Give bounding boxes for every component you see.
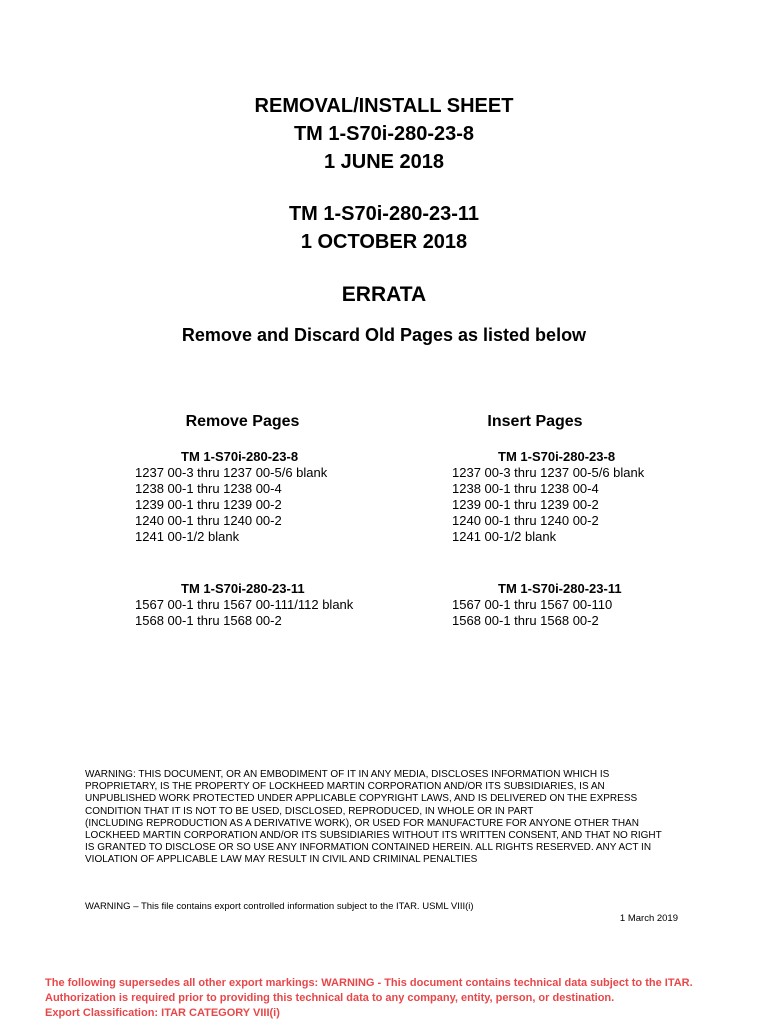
tm-number-secondary: TM 1-S70i-280-23-11 bbox=[288, 203, 480, 225]
export-notice-line-2: Authorization is required prior to providing this technical data to any company, entity, person, or destination. bbox=[45, 992, 615, 1004]
instruction-heading: Remove and Discard Old Pages as listed below bbox=[181, 325, 587, 345]
warning-line: UNPUBLISHED WORK PROTECTED UNDER APPLICABLE COPYRIGHT LAWS, AND IS DELIVERED ON THE EXPRESS bbox=[85, 793, 638, 805]
insert-group-2-title: TM 1-S70i-280-23-11 bbox=[498, 581, 622, 596]
remove-group-2-title: TM 1-S70i-280-23-11 bbox=[181, 581, 305, 596]
itar-warning: WARNING – This file contains export controlled information subject to the ITAR. USML VIII(i) bbox=[85, 901, 474, 912]
warning-line: PROPRIETARY, IS THE PROPERTY OF LOCKHEED MARTIN CORPORATION AND/OR ITS SUBSIDIARIES, IS AN bbox=[85, 781, 605, 793]
list-item: 1237 00-3 thru 1237 00-5/6 blank bbox=[135, 465, 328, 480]
list-item: 1567 00-1 thru 1567 00-111/112 blank bbox=[135, 597, 354, 612]
list-item: 1239 00-1 thru 1239 00-2 bbox=[452, 497, 599, 512]
warning-line: WARNING: THIS DOCUMENT, OR AN EMBODIMENT OF IT IN ANY MEDIA, DISCLOSES INFORMATION WHICH IS bbox=[85, 769, 610, 780]
sheet-title: REMOVAL/INSTALL SHEET bbox=[254, 95, 514, 117]
list-item: 1567 00-1 thru 1567 00-110 bbox=[452, 597, 613, 612]
document-date: 1 March 2019 bbox=[619, 913, 678, 924]
insert-group-1-title: TM 1-S70i-280-23-8 bbox=[498, 449, 616, 464]
tm-date-primary: 1 JUNE 2018 bbox=[323, 151, 445, 173]
list-item: 1237 00-3 thru 1237 00-5/6 blank bbox=[452, 465, 645, 480]
export-notice-line-3: Export Classification: ITAR CATEGORY VIII(i) bbox=[45, 1007, 280, 1019]
insert-pages-header: Insert Pages bbox=[487, 413, 583, 430]
remove-group-1-title: TM 1-S70i-280-23-8 bbox=[181, 449, 299, 464]
remove-group-2 bbox=[135, 581, 353, 629]
list-item: 1238 00-1 thru 1238 00-4 bbox=[135, 481, 282, 496]
title-block bbox=[0, 92, 768, 256]
insert-group-2 bbox=[452, 581, 622, 629]
warning-line: IS GRANTED TO DISCLOSE OR SO USE ANY INFORMATION CONTAINED HEREIN. ALL RIGHTS RESERVED. ANY ACT IN bbox=[85, 842, 652, 854]
list-item: 1240 00-1 thru 1240 00-2 bbox=[452, 513, 599, 528]
export-notice-line-1: The following supersedes all other export markings: WARNING - This document contains technical data subject to the ITAR. bbox=[45, 977, 693, 989]
warning-line: LOCKHEED MARTIN CORPORATION AND/OR ITS SUBSIDIARIES WITHOUT ITS WRITTEN CONSENT, AND THAT NO RIGHT bbox=[85, 830, 662, 842]
list-item: 1568 00-1 thru 1568 00-2 bbox=[452, 613, 599, 628]
warning-line: VIOLATION OF APPLICABLE LAW MAY RESULT IN CIVIL AND CRIMINAL PENALTIES bbox=[85, 854, 478, 866]
export-notice bbox=[45, 976, 693, 1021]
tm-date-secondary: 1 OCTOBER 2018 bbox=[300, 231, 468, 253]
list-item: 1238 00-1 thru 1238 00-4 bbox=[452, 481, 599, 496]
insert-group-1 bbox=[452, 449, 644, 545]
proprietary-warning bbox=[85, 769, 705, 867]
tm-number-primary: TM 1-S70i-280-23-8 bbox=[293, 123, 475, 145]
list-item: 1240 00-1 thru 1240 00-2 bbox=[135, 513, 282, 528]
list-item: 1568 00-1 thru 1568 00-2 bbox=[135, 613, 282, 628]
warning-line: (INCLUDING REPRODUCTION AS A DERIVATIVE WORK), OR USED FOR MANUFACTURE FOR ANYONE OTHER THAN bbox=[85, 817, 639, 829]
errata-heading: ERRATA bbox=[341, 283, 427, 306]
remove-group-1 bbox=[135, 449, 327, 545]
remove-pages-header: Remove Pages bbox=[185, 413, 300, 430]
list-item: 1241 00-1/2 blank bbox=[452, 529, 557, 544]
warning-line: CONDITION THAT IT IS NOT TO BE USED, DISCLOSED, REPRODUCED, IN WHOLE OR IN PART bbox=[85, 805, 534, 817]
list-item: 1241 00-1/2 blank bbox=[135, 529, 240, 544]
list-item: 1239 00-1 thru 1239 00-2 bbox=[135, 497, 282, 512]
